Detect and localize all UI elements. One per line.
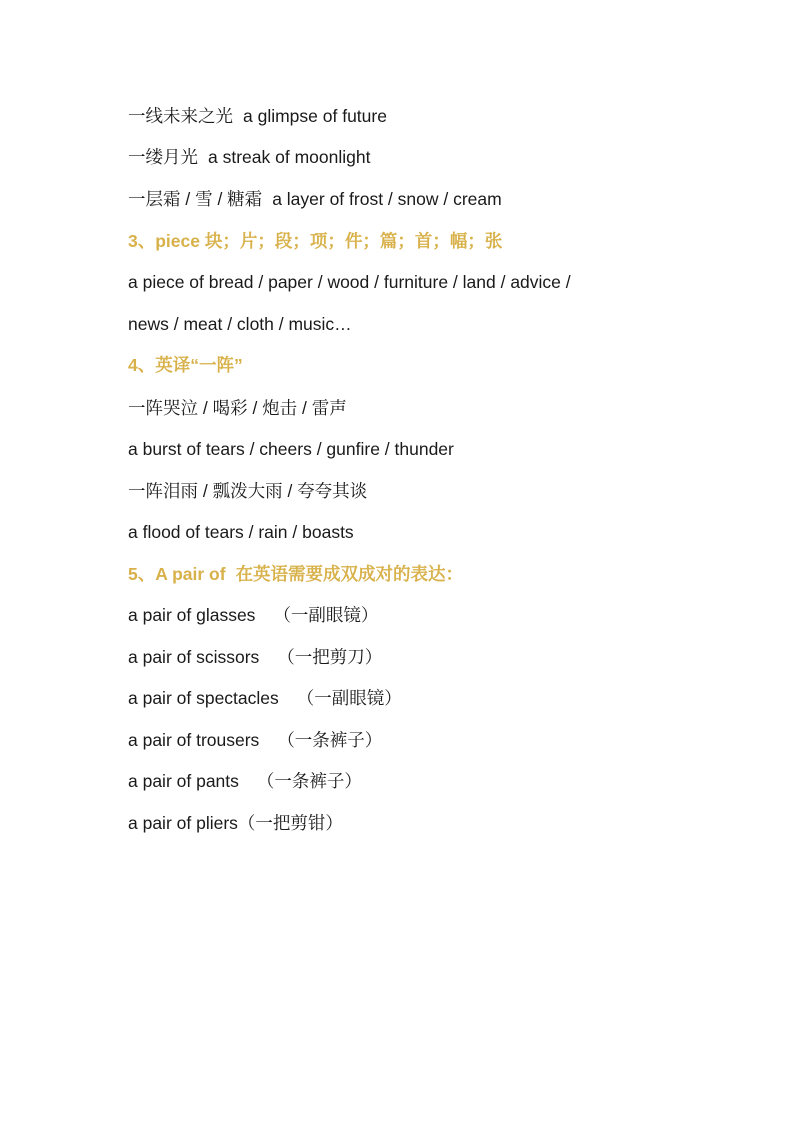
pair-en: a pair of spectacles bbox=[128, 688, 279, 708]
heading-number: 4、 bbox=[128, 355, 156, 375]
pair-cn: （一副眼镜） bbox=[273, 605, 379, 625]
pair-en: a pair of pliers bbox=[128, 813, 238, 833]
phrase-line bbox=[128, 145, 370, 169]
example-line: a burst of tears / cheers / gunfire / thunder bbox=[128, 439, 454, 459]
example-line: 一阵哭泣 / 喝彩 / 炮击 / 雷声 bbox=[128, 398, 347, 418]
pair-en: a pair of scissors bbox=[128, 647, 260, 667]
phrase-en: a streak of moonlight bbox=[208, 147, 371, 167]
example-line: news / meat / cloth / music… bbox=[128, 314, 352, 334]
example-line: a flood of tears / rain / boasts bbox=[128, 522, 354, 542]
pair-item bbox=[128, 603, 378, 627]
heading-text: 英译“一阵” bbox=[155, 355, 243, 375]
section-4-heading bbox=[128, 353, 243, 377]
pair-en: a pair of glasses bbox=[128, 605, 256, 625]
heading-number: 5、A pair of bbox=[128, 564, 226, 584]
pair-cn: （一把剪钳） bbox=[237, 813, 343, 833]
pair-item bbox=[128, 645, 382, 669]
example-line: a piece of bread / paper / wood / furniture / land / advice / bbox=[128, 272, 571, 292]
heading-text: 块；片；段；项；件；篇；首；幅；张 bbox=[204, 231, 503, 251]
heading-number: 3、piece bbox=[128, 231, 205, 251]
pair-cn: （一副眼镜） bbox=[296, 688, 402, 708]
pair-cn: （一条裤子） bbox=[277, 730, 383, 750]
heading-text: 在英语需要成双成对的表达： bbox=[235, 564, 464, 584]
phrase-en: a glimpse of future bbox=[243, 106, 387, 126]
pair-item bbox=[128, 811, 343, 835]
phrase-cn: 一层霜 / 雪 / 糖霜 bbox=[128, 189, 263, 209]
pair-item bbox=[128, 728, 382, 752]
pair-item bbox=[128, 686, 402, 710]
phrase-cn: 一缕月光 bbox=[128, 147, 198, 167]
phrase-line bbox=[128, 104, 387, 128]
phrase-cn: 一线未来之光 bbox=[128, 106, 233, 126]
pair-cn: （一条裤子） bbox=[256, 771, 362, 791]
phrase-line bbox=[128, 187, 502, 211]
pair-en: a pair of pants bbox=[128, 771, 239, 791]
example-line: 一阵泪雨 / 瓢泼大雨 / 夸夸其谈 bbox=[128, 481, 368, 501]
pair-en: a pair of trousers bbox=[128, 730, 260, 750]
section-5-heading bbox=[128, 562, 463, 586]
pair-cn: （一把剪刀） bbox=[277, 647, 383, 667]
phrase-en: a layer of frost / snow / cream bbox=[272, 189, 502, 209]
section-3-heading bbox=[128, 229, 502, 253]
pair-item bbox=[128, 769, 362, 793]
